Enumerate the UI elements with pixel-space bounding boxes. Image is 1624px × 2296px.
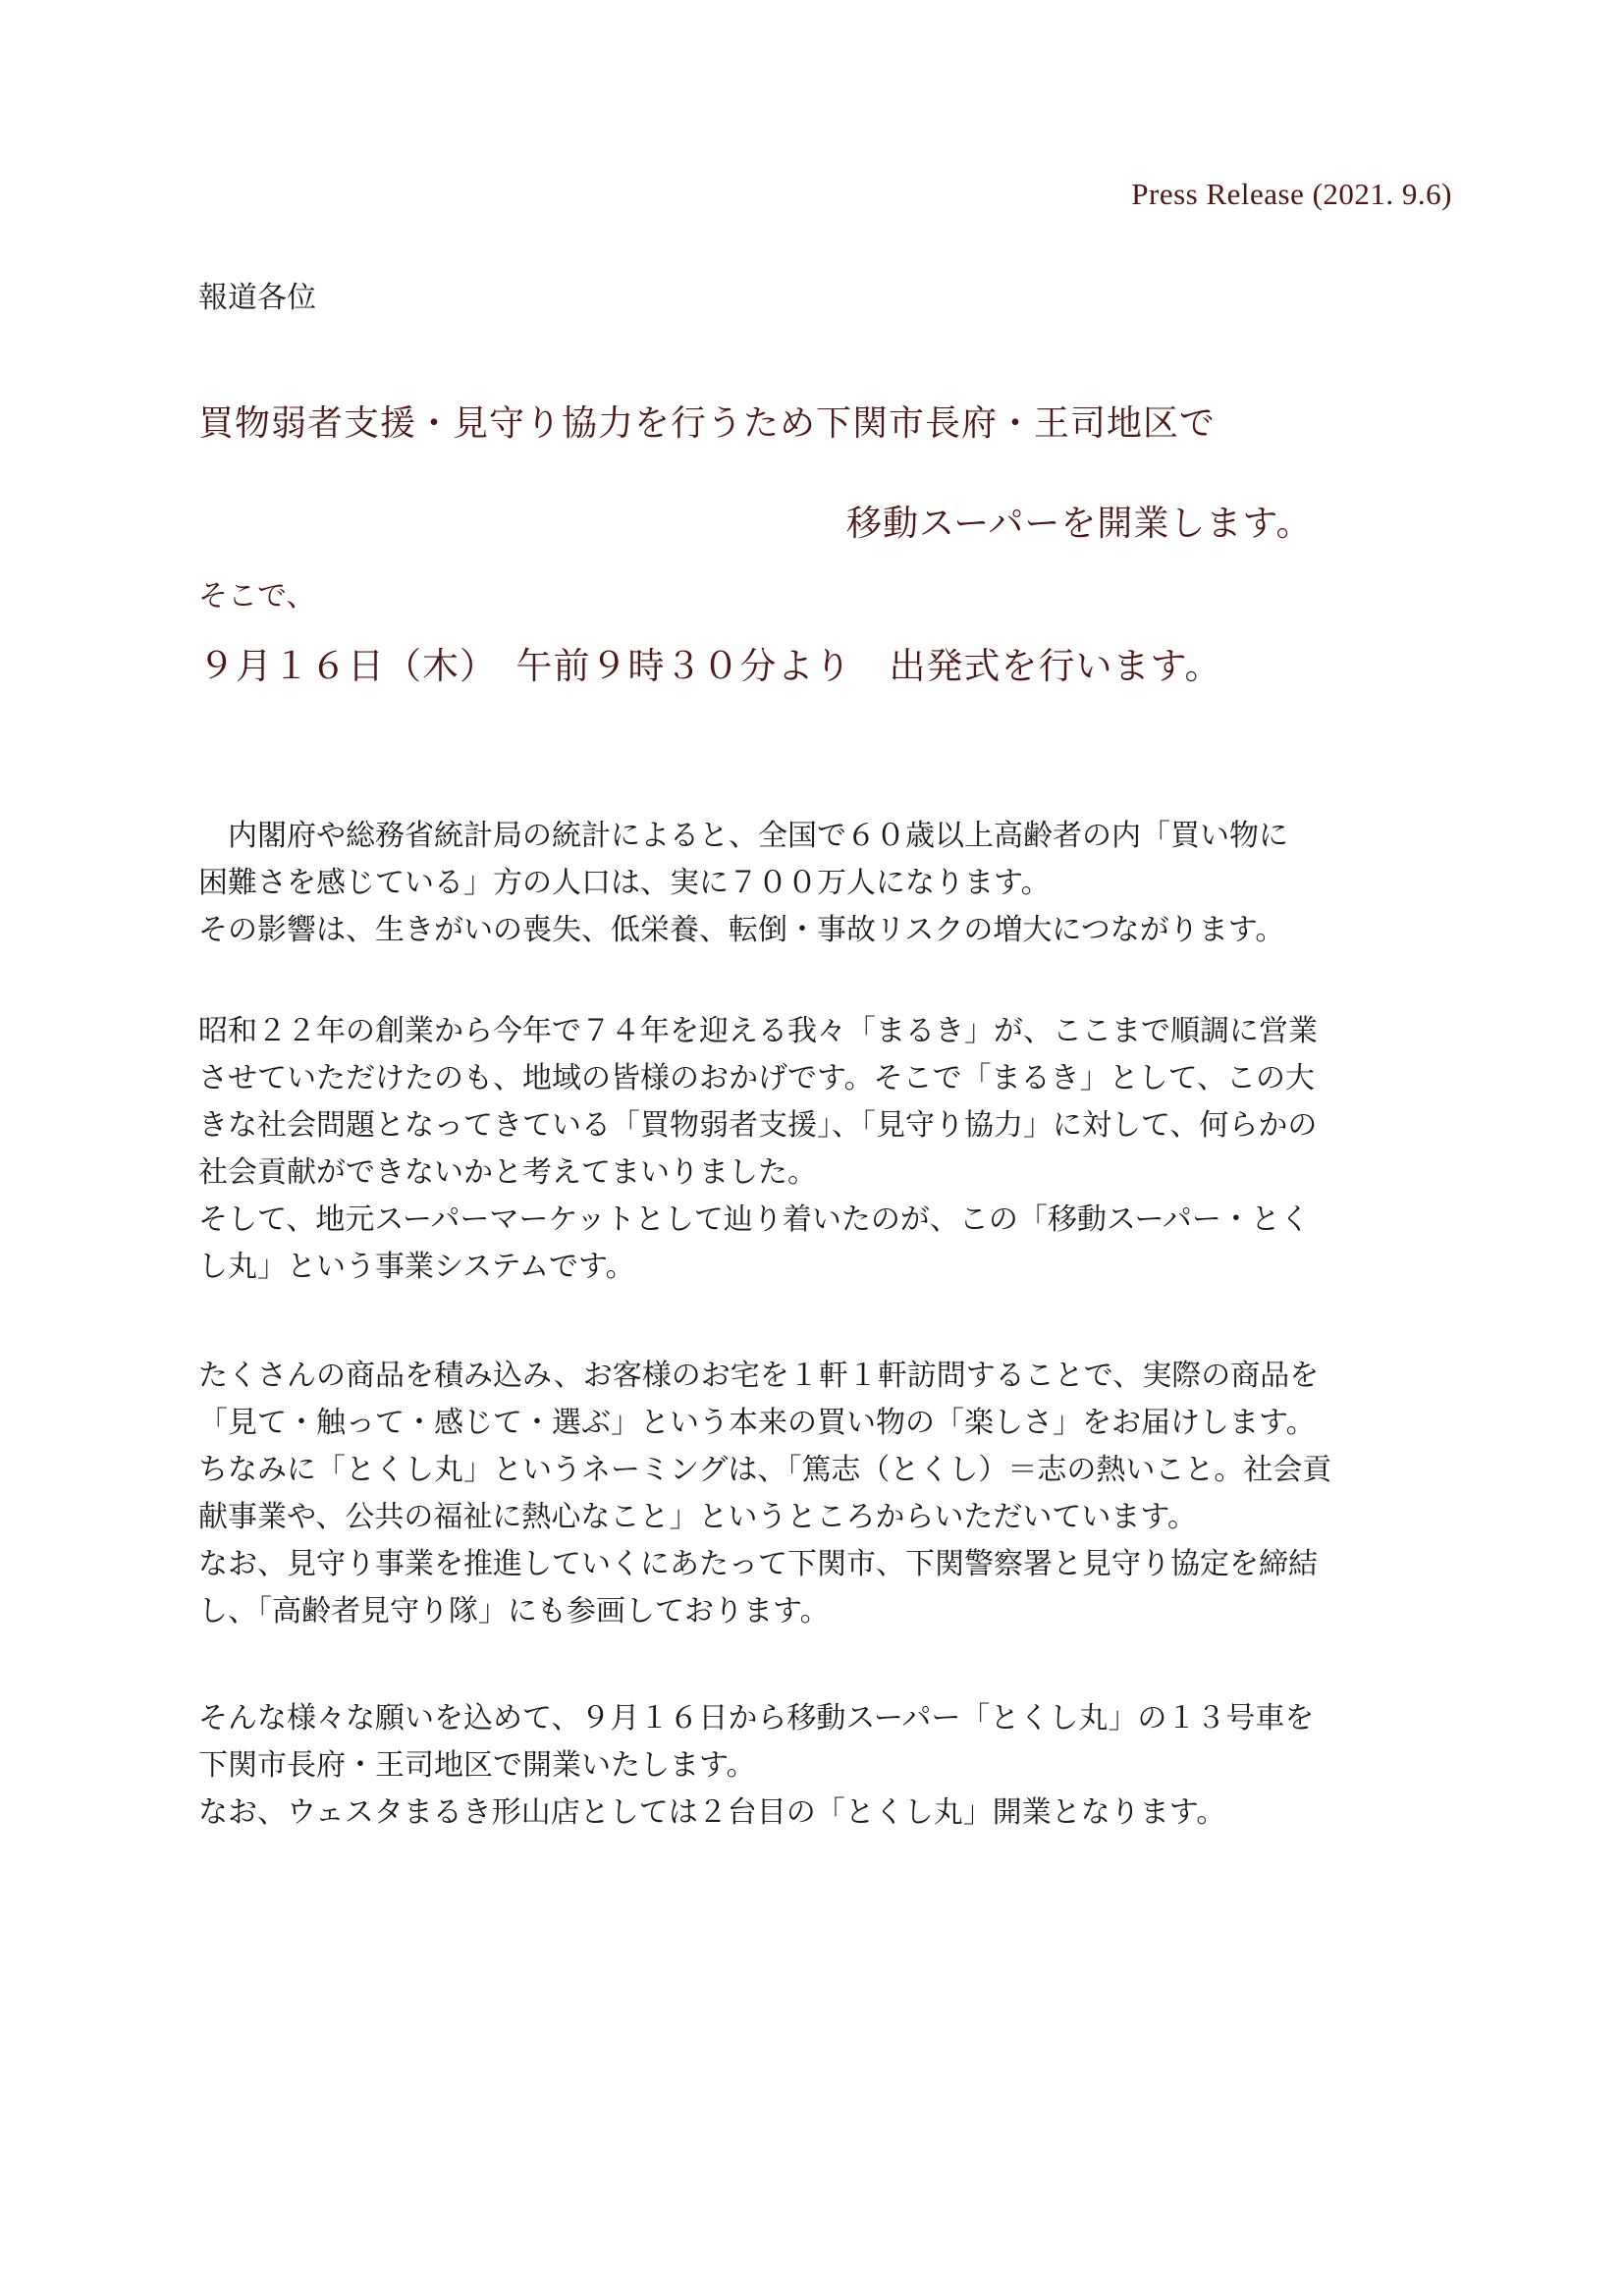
headline-line-1: 買物弱者支援・見守り協力を行うため下関市長府・王司地区で [198,403,1217,444]
body-line: なお、見守り事業を推進していくにあたって下関市、下関警察署と見守り協定を締結 [198,1547,1318,1581]
body-line: 「見て・触って・感じて・選ぶ」という本来の買い物の「楽しさ」をお届けします。 [198,1406,1316,1440]
body-line: 献事業や、公共の福祉に熱心なこと」というところからいただいています。 [198,1500,1197,1534]
body-line: たくさんの商品を積み込み、お客様のお宅を１軒１軒訪問することで、実際の商品を [198,1359,1320,1393]
body-paragraph-statistics [198,813,1465,954]
body-line: 社会貢献ができないかと考えてまいりました。 [198,1155,817,1190]
body-paragraph-company [198,1008,1465,1291]
body-line: なお、ウェスタまるき形山店としては２台目の「とくし丸」開業となります。 [198,1795,1226,1830]
event-announcement: ９月１６日（木） 午前９時３０分より 出発式を行います。 [198,645,1222,687]
body-line: 内閣府や総務省統計局の統計によると、全国で６０歳以上高齢者の内「買い物に [198,819,1288,853]
body-paragraph-service [198,1353,1465,1635]
body-line: し、「高齢者見守り隊」にも参画しております。 [198,1594,830,1629]
body-line: そして、地元スーパーマーケットとして辿り着いたのが、この「移動スーパー・とく [198,1202,1310,1237]
intro-text: そこで、 [198,579,316,614]
body-line: し丸」という事業システムです。 [198,1250,635,1284]
headline-line-2: 移動スーパーを開業します。 [846,504,1313,544]
body-line: 困難さを感じている」方の人口は、実に７００万人になります。 [198,866,1051,900]
addressee: 報道各位 [198,281,316,315]
body-line: そんな様々な願いを込めて、９月１６日から移動スーパー「とくし丸」の１３号車を [198,1701,1315,1735]
body-line: きな社会問題となってきている「買物弱者支援」、「見守り協力」に対して、何らかの [198,1108,1318,1143]
body-line: させていただけたのも、地域の皆様のおかげです。そこで「まるき」として、この大 [198,1061,1315,1095]
body-line: 昭和２２年の創業から今年で７４年を迎える我々「まるき」が、ここまで順調に営業 [198,1014,1318,1048]
body-line: ちなみに「とくし丸」というネーミングは、「篤志（とくし）＝志の熱いこと。社会貢 [198,1453,1332,1487]
press-release-date: Press Release (2021. 9.6) [1131,177,1452,211]
body-paragraph-launch [198,1695,1465,1837]
body-line: 下関市長府・王司地区で開業いたします。 [198,1748,756,1783]
body-line: その影響は、生きがいの喪失、低栄養、転倒・事故リスクの増大につながります。 [198,913,1285,947]
